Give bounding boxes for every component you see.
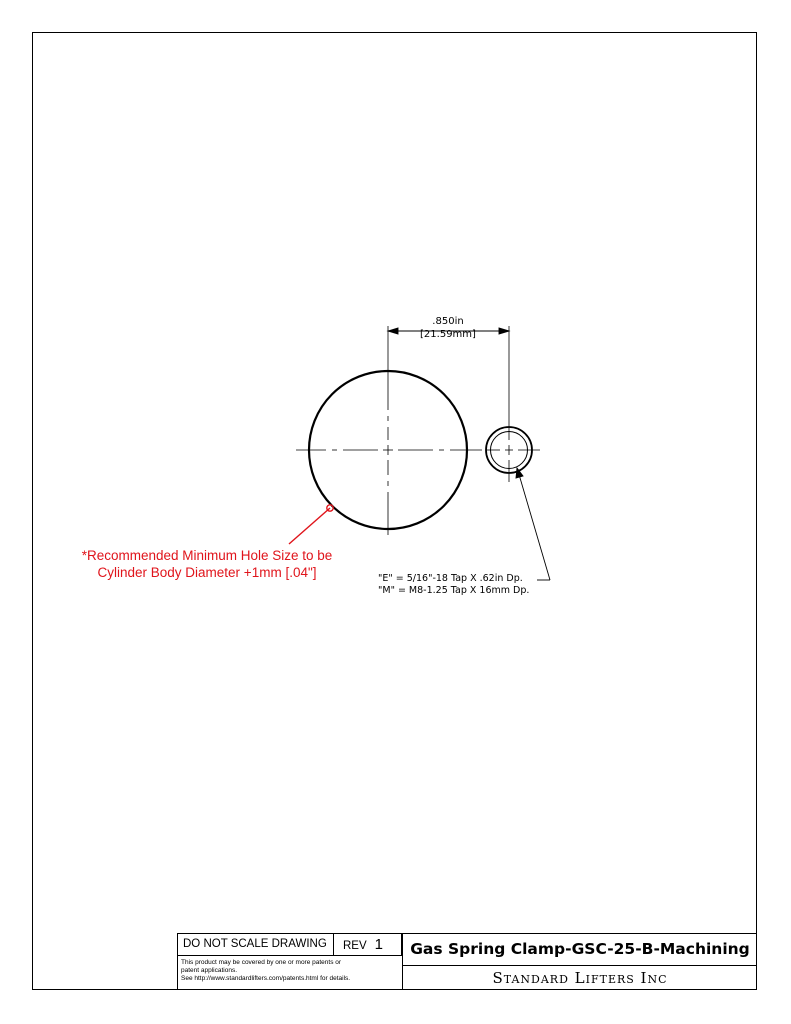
patent-notice-line2: patent applications. [181, 967, 238, 974]
revision-number: 1 [374, 936, 383, 953]
revision-cell [334, 933, 402, 956]
red-leader [289, 505, 333, 544]
patent-notice [177, 956, 402, 990]
patent-notice-line3: See http://www.standardlifters.com/patents.html for details. [181, 975, 351, 982]
recommended-hole-note-line1: *Recommended Minimum Hole Size to be [81, 548, 333, 563]
recommended-hole-note [52, 547, 362, 581]
tapped-hole-centerlines [486, 326, 540, 482]
dimension-value-mm: [21.59mm] [420, 329, 476, 340]
bore-centerlines [296, 326, 482, 535]
drawing-title: Gas Spring Clamp-GSC-25-B-Machining [402, 933, 757, 966]
recommended-hole-note-line2: Cylinder Body Diameter +1mm [.04"] [97, 565, 317, 580]
revision-label: REV [343, 940, 367, 952]
title-block [177, 933, 757, 990]
tap-callout-line2: "M" = M8-1.25 Tap X 16mm Dp. [378, 585, 530, 596]
dimension-value-inch: .850in [432, 316, 464, 327]
tap-leader [516, 468, 550, 580]
company-name: Standard Lifters Inc [402, 966, 757, 990]
tap-callout-line1: "E" = 5/16"-18 Tap X .62in Dp. [378, 573, 523, 584]
do-not-scale-cell: DO NOT SCALE DRAWING [177, 933, 334, 956]
dimension-label [418, 315, 478, 341]
patent-notice-line1: This product may be covered by one or more patents or [181, 959, 342, 966]
tap-callout [378, 573, 529, 597]
